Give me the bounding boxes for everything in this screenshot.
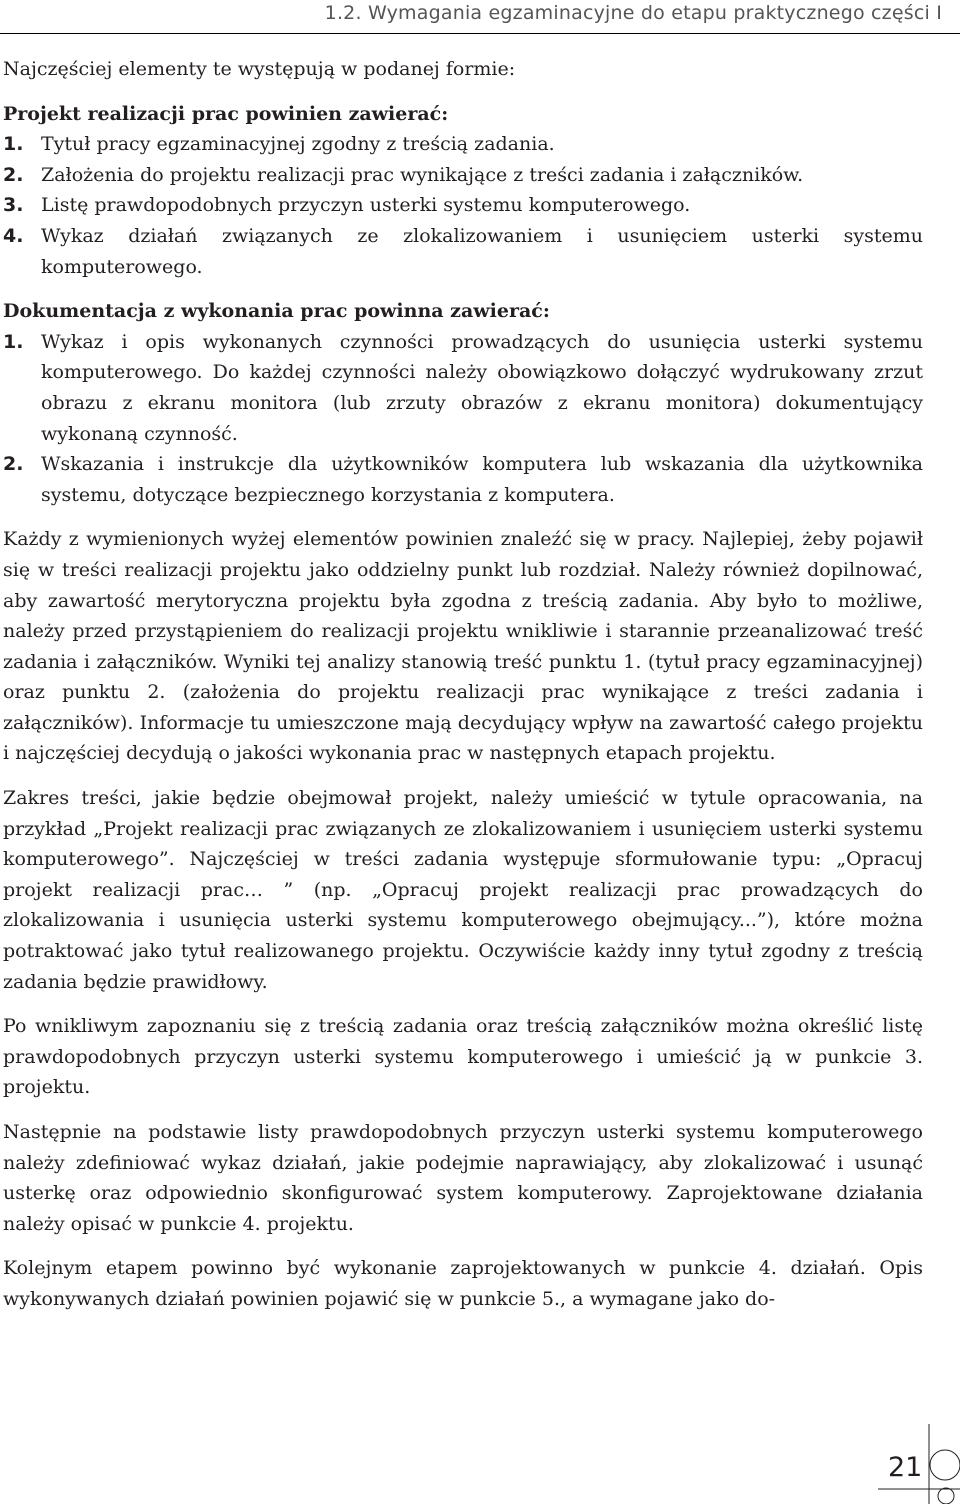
spacer [3, 1239, 923, 1253]
spacer [3, 1103, 923, 1117]
spacer [3, 85, 923, 99]
item-text: Wskazania i instrukcje dla użytkowników komputera lub wskazania dla użytkownika systemu, dotyczące bezpiecznego korzystania z komputera. [41, 453, 923, 506]
item-text: Tytuł pracy egzaminacyjnej zgodny z treścią zadania. [41, 133, 555, 156]
item-number: 3. [3, 194, 24, 217]
project-items-list [3, 129, 923, 282]
body-paragraph: Zakres treści, jakie będzie obejmował projekt, należy umieścić w tytule opracowania, na przykład „Projekt realizacji prac związanych ze zlokalizowaniem i usunięciem usterki systemu komputerowego”. Najczęściej w treści zadania występuje sformułowanie typu: „Opracuj projekt realizacji prac… ” (np. „Opracuj projekt realizacji prac prowadzących do zlokalizowania i usunięcia usterki systemu komputerowego obejmujący...”), które można potraktować jako tytuł realizowanego projektu. Oczywiście każdy inny tytuł zgodny z treścią zadania będzie prawidłowy. [3, 787, 923, 993]
spacer [3, 282, 923, 296]
list-item [3, 160, 923, 191]
item-text: Listę prawdopodobnych przyczyn usterki systemu komputerowego. [41, 194, 691, 217]
body-paragraph: Kolejnym etapem powinno być wykonanie zaprojektowanych w punkcie 4. działań. Opis wykonywanych działań powinien pojawić się w punkcie 5., a wymagane jako do- [3, 1257, 923, 1310]
item-text: Wykaz działań związanych ze zlokalizowaniem i usunięciem usterki systemu komputerowego. [41, 224, 923, 278]
project-section-heading: Projekt realizacji prac powinien zawierać: [3, 102, 449, 125]
body-paragraph: Po wnikliwym zapoznaniu się z treścią zadania oraz treścią załączników można określić listę prawdopodobnych przyczyn usterki systemu komputerowego i umieścić ją w punkcie 3. projektu. [3, 1015, 923, 1099]
item-number: 1. [3, 133, 24, 156]
documentation-section-heading: Dokumentacja z wykonania prac powinna zawierać: [3, 300, 550, 323]
documentation-items-list [3, 327, 923, 511]
item-number: 4. [3, 224, 24, 247]
item-number: 2. [3, 453, 24, 476]
item-number: 2. [3, 163, 24, 186]
page-number: 21 [888, 1452, 923, 1483]
running-header: 1.2. Wymagania egzaminacyjne do etapu praktycznego części I [324, 2, 942, 24]
spacer [3, 510, 923, 524]
page-content [3, 54, 923, 1315]
intro-text: Najczęściej elementy te występują w podanej formie: [3, 58, 516, 80]
item-text: Wykaz i opis wykonanych czynności prowadzących do usunięcia usterki systemu komputerowego. Do każdej czynności należy obowiązkowo dołączyć wydrukowany zrzut obrazu z ekranu monitora (lub zrzuty obrazów z ekranu monitora) dokumentujący wykonaną czynność. [41, 330, 923, 445]
body-paragraph: Każdy z wymienionych wyżej elementów powinien znaleźć się w pracy. Najlepiej, żeby pojawił się w treści realizacji projektu jako oddzielny punkt lub rozdział. Należy również dopilnować, aby zawartość merytoryczna projektu była zgodna z treścią zadania. Aby było to możliwe, należy przed przystąpieniem do realizacji projektu wnikliwie i starannie przeanalizować treść zadania i załączników. Wyniki tej analizy stanowią treść punktu 1. (tytuł pracy egzaminacyjnej) oraz punktu 2. (założenia do projektu realizacji prac wynikające z treści zadania i załączników). Informacje tu umieszczone mają decydujący wpływ na zawartość całego projektu i najczęściej decydują o jakości wykonania prac w następnych etapach projektu. [3, 528, 923, 765]
item-number: 1. [3, 330, 24, 353]
body-paragraph: Następnie na podstawie listy prawdopodobnych przyczyn usterki systemu komputerowego należy zdefiniować wykaz działań, jakie podejmie naprawiający, aby zlokalizować i usunąć usterkę oraz odpowiednio skonfigurować system komputerowy. Zaprojektowane działania należy opisać w punkcie 4. projektu. [3, 1121, 923, 1235]
header-divider [0, 33, 960, 34]
spacer [3, 997, 923, 1011]
list-item [3, 221, 923, 282]
list-item [3, 190, 923, 221]
item-text: Założenia do projektu realizacji prac wynikające z treści zadania i załączników. [41, 163, 804, 186]
spacer [3, 769, 923, 783]
list-item [3, 327, 923, 449]
list-item [3, 129, 923, 160]
list-item [3, 449, 923, 510]
